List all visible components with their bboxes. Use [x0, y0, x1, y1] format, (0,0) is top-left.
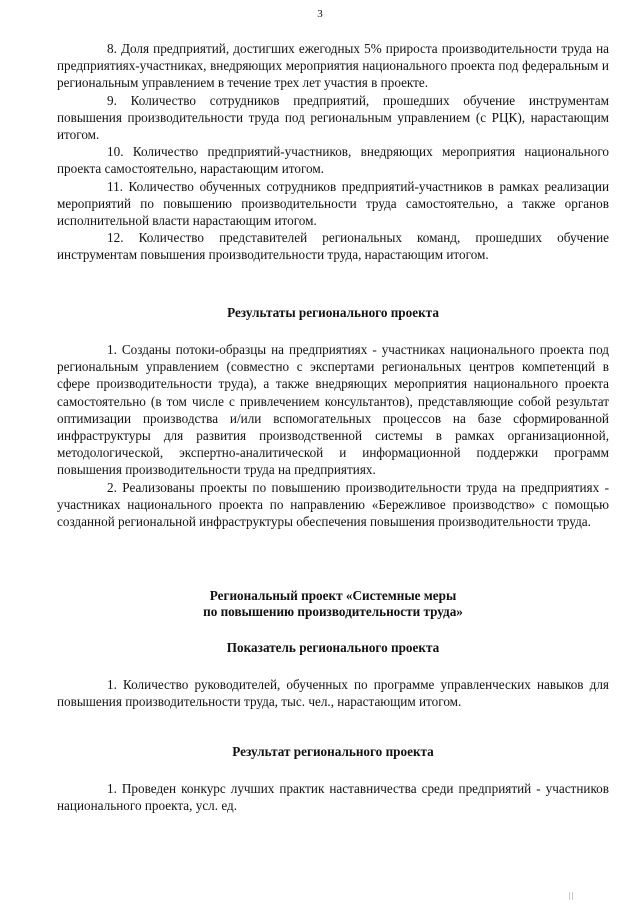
indicator-paragraph: 11. Количество обученных сотрудников предприятий-участников в рамках реализации мероприятий по повышению производительности труда самостоятельно, а также органов исполнительной власти нарастающим итогом. — [57, 178, 609, 229]
results-heading: Результаты регионального проекта — [227, 305, 439, 320]
page-number: 3 — [317, 8, 323, 20]
indicator-paragraph: 10. Количество предприятий-участников, внедряющих мероприятия национального проекта самостоятельно, нарастающим итогом. — [57, 144, 609, 177]
indicator-paragraph: 12. Количество представителей региональных команд, прошедших обучение инструментам повышения производительности труда, нарастающим итогом. — [57, 230, 609, 263]
results-list — [57, 341, 609, 530]
result-paragraph: 2. Реализованы проекты по повышению производительности труда на предприятиях - участниках национального проекта по направлению «Бережливое производство» с помощью созданной региональной инфраструктуры обеспечения повышения производительности труда. — [57, 479, 609, 530]
project-title-line1: Региональный проект «Системные меры — [209, 588, 457, 603]
indicators-list — [57, 40, 609, 264]
indicator-paragraph: 9. Количество сотрудников предприятий, прошедших обучение инструментам повышения производительности труда под региональным управлением (с РЦК), нарастающим итогом. — [57, 92, 609, 143]
result-heading: Результат регионального проекта — [232, 744, 434, 759]
indicator-text: 1. Количество руководителей, обученных по программе управленческих навыков для повышения производительности труда, тыс. чел., нарастающим итогом. — [57, 677, 609, 710]
result-section — [57, 780, 609, 814]
corner-mark: || — [569, 891, 575, 900]
project-title-line2: по повышению производительности труда» — [203, 604, 463, 619]
result-paragraph: 1. Созданы потоки-образцы на предприятиях - участниках национального проекта под региональным управлением (совместно с экспертами региональных центров компетенций в сфере производительности труда), а также внедряющих мероприятия национального проекта самостоятельно (в том числе с привлечением консультантов), представляющие собой результат оптимизации производства и/или вспомогательных процессов на базе сформированной инфраструктуры для развития производственной системы в рамках организационной, методологической, экспертно-аналитической и информационной поддержки программ повышения производительности труда на предприятиях. — [57, 342, 609, 478]
indicator-heading: Показатель регионального проекта — [226, 640, 440, 655]
indicator-section — [57, 676, 609, 710]
indicator-paragraph: 8. Доля предприятий, достигших ежегодных 5% прироста производительности труда на предприятиях-участниках, внедряющих мероприятия национального проекта под федеральным и региональным управлением в течение трех лет участия в проекте. — [57, 41, 609, 91]
result-text: 1. Проведен конкурс лучших практик наставничества среди предприятий - участников национального проекта, усл. ед. — [57, 781, 609, 814]
